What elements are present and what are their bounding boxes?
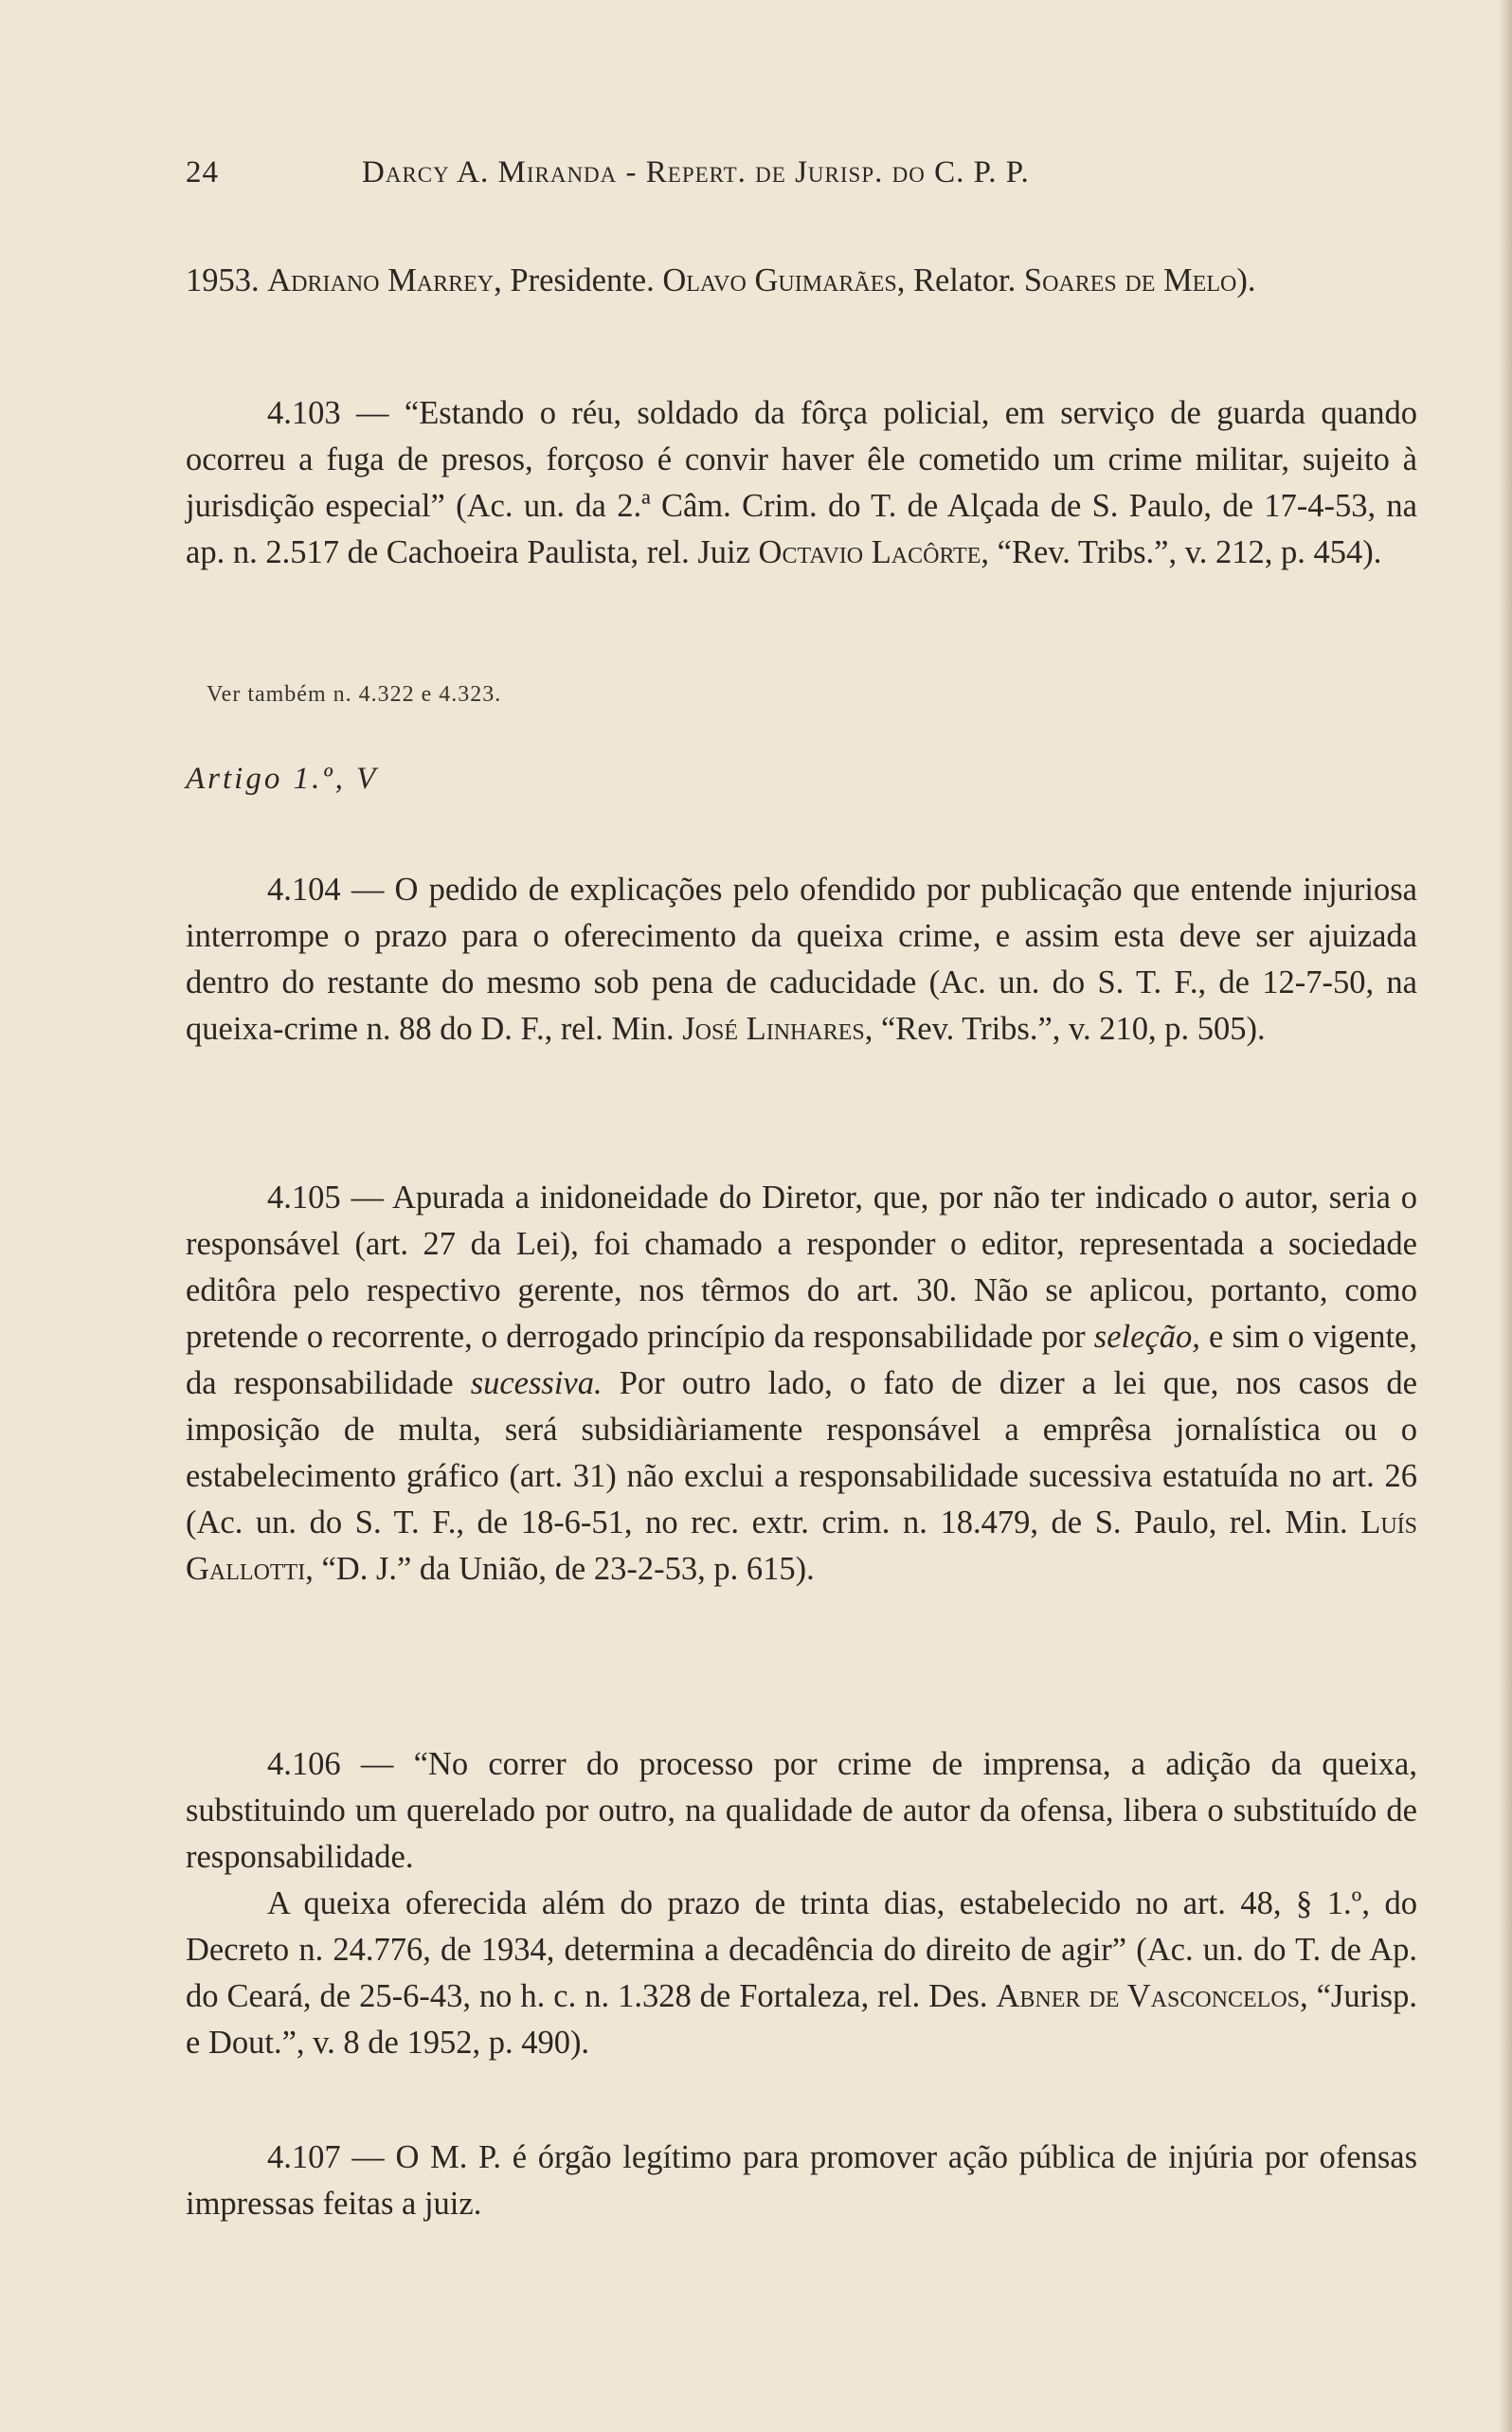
article-heading: Artigo 1.º, V xyxy=(186,762,379,796)
intro-name-president: Adriano Marrey xyxy=(267,262,495,298)
entry-4104-body: 4.104 — O pedido de explicações pelo ofendido por publicação que entende injuriosa interrompe o prazo para o oferecimento da queixa crime, e assim esta deve ser ajuizada dentro do restante do mesmo sob pena de caducidade (Ac. un. do S. T. F., de 12-7-50, na queixa-crime n. 88 do D. F., rel. Min. xyxy=(186,872,1417,1047)
entry-4105-minister: Luís Gallotti xyxy=(186,1504,1417,1587)
intro-text xyxy=(186,258,1417,304)
entry-4104-minister: José Linhares xyxy=(682,1011,865,1047)
page-edge-shadow xyxy=(1499,0,1512,2432)
entry-4106 xyxy=(186,1741,1417,2066)
intro-name-relator: Olavo Guimarães xyxy=(662,262,897,298)
entry-4105-citation: , “D. J.” da União, de 23-2-53, p. 615). xyxy=(305,1551,815,1587)
entry-4105-body-3: Por outro lado, o fato de dizer a lei que, nos casos de imposição de multa, será subsidiàriamente responsável a emprêsa jornalística ou o estabelecimento gráfico (art. 31) não exclui a responsabilidade sucessiva estatuída no art. 26 (Ac. un. do S. T. F., de 18-6-51, no rec. extr. crim. n. 18.479, de S. Paulo, rel. Min. xyxy=(186,1365,1417,1540)
intro-name-third: Soares de Melo xyxy=(1023,262,1237,298)
entry-4104-citation: , “Rev. Tribs.”, v. 210, p. 505). xyxy=(864,1011,1266,1047)
entry-4104-text xyxy=(186,867,1417,1053)
entry-4105-text xyxy=(186,1175,1417,1593)
intro-role-relator: , Relator. xyxy=(896,262,1024,298)
entry-4105-italic-sucessiva: sucessiva. xyxy=(470,1365,603,1401)
entry-4103-citation: , “Rev. Tribs.”, v. 212, p. 454). xyxy=(981,534,1382,570)
intro-date: 1953. xyxy=(186,262,268,298)
entry-4106-para-2 xyxy=(186,1881,1417,2066)
entry-4105-italic-selecao: seleção, xyxy=(1093,1319,1200,1355)
intro-close: ). xyxy=(1236,262,1256,298)
entry-4103-judge: Octavio Lacôrte xyxy=(758,534,981,570)
entry-4105-body: 4.105 — Apurada a inidoneidade do Diretor, que, por não ter indicado o autor, seria o responsável (art. 27 da Lei), foi chamado a responder o editor, representada a sociedade editôra pelo respectivo gerente, nos têrmos do art. 30. Não se aplicou, portanto, como pretende o recorrente, o derrogado princípio da responsabilidade por xyxy=(186,1180,1417,1355)
entry-4106-body: A queixa oferecida além do prazo de trinta dias, estabelecido no art. 48, § 1.º, do Decreto n. 24.776, de 1934, determina a decadência do direito de agir” (Ac. un. do T. de Ap. do Ceará, de 25-6-43, no h. c. n. 1.328 de Fortaleza, rel. Des. xyxy=(186,1885,1417,2014)
entry-4105-body-2: e sim o vigente, da responsabilidade xyxy=(186,1319,1417,1401)
intro-paragraph xyxy=(186,258,1417,304)
entry-4106-para-1: 4.106 — “No correr do processo por crime de imprensa, a adição da queixa, substituindo um querelado por outro, na qualidade de autor da ofensa, libera o substituído de responsabilidade. xyxy=(186,1746,1417,1875)
entry-4106-judge: Abner de Vasconcelos xyxy=(996,1978,1300,2014)
page-number: 24 xyxy=(186,155,219,189)
entry-4103 xyxy=(186,390,1417,576)
entry-4107-text: 4.107 — O M. P. é órgão legítimo para promover ação pública de injúria por ofensas impressas feitas a juiz. xyxy=(186,2139,1417,2222)
entry-4105 xyxy=(186,1175,1417,1593)
entry-4103-text xyxy=(186,390,1417,576)
see-also-note: Ver também n. 4.322 e 4.323. xyxy=(207,682,502,707)
running-title: Darcy A. Miranda - Repert. de Jurisp. do C. P. P. xyxy=(362,155,1030,189)
entry-4106-citation: , “Jurisp. e Dout.”, v. 8 de 1952, p. 490). xyxy=(186,1978,1417,2061)
entry-4104 xyxy=(186,867,1417,1053)
entry-4103-body: 4.103 — “Estando o réu, soldado da fôrça policial, em serviço de guarda quando ocorreu a fuga de presos, forçoso é convir haver êle cometido um crime militar, sujeito à jurisdição especial” (Ac. un. da 2.ª Câm. Crim. do T. de Alçada de S. Paulo, de 17-4-53, na ap. n. 2.517 de Cachoeira Paulista, rel. Juiz xyxy=(186,395,1417,570)
entry-4107 xyxy=(186,2135,1417,2227)
intro-role-president: , Presidente. xyxy=(494,262,663,298)
